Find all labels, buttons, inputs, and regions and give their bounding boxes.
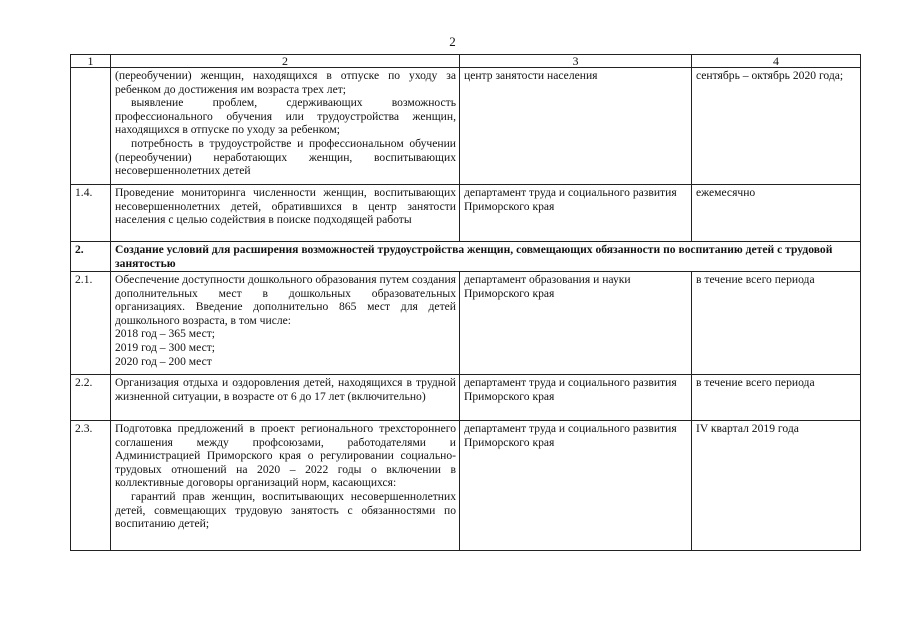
row-number — [71, 68, 111, 185]
row-responsible: департамент образования и науки Приморского края — [460, 272, 692, 375]
row-task — [111, 375, 460, 421]
row-task — [111, 421, 460, 551]
table-row — [71, 375, 861, 421]
table-row — [71, 68, 861, 185]
row-term: ежемесячно — [692, 185, 861, 242]
page-number: 2 — [449, 34, 456, 49]
table-row — [71, 421, 861, 551]
row-term: IV квартал 2019 года — [692, 421, 861, 551]
task-paragraph: Организация отдыха и оздоровления детей, находящихся в трудной жизненной ситуации, в возрасте от 6 до 17 лет (включительно) — [115, 376, 456, 403]
task-line: 2018 год – 365 мест; — [115, 327, 216, 341]
task-paragraph: (переобучении) женщин, находящихся в отпуске по уходу за ребенком до достижения им возраста трех лет; — [115, 69, 456, 96]
table-row — [71, 272, 861, 375]
header-col-1: 1 — [71, 55, 111, 68]
section-title: Создание условий для расширения возможностей трудоустройства женщин, совмещающих обязанности по воспитанию детей с трудовой занятостью — [111, 242, 861, 272]
row-task — [111, 272, 460, 375]
section-number: 2. — [71, 242, 111, 272]
header-col-4: 4 — [692, 55, 861, 68]
task-paragraph: гарантий прав женщин, воспитывающих несовершеннолетних детей, совмещающих трудовую занятость с обязанностями по воспитанию детей; — [115, 489, 456, 531]
row-number: 2.1. — [71, 272, 111, 375]
row-task — [111, 68, 460, 185]
row-term: сентябрь – октябрь 2020 года; — [692, 68, 861, 185]
row-responsible: центр занятости населения — [460, 68, 692, 185]
row-responsible: департамент труда и социального развития Приморского края — [460, 185, 692, 242]
measures-table — [70, 54, 861, 551]
section-row — [71, 242, 861, 272]
table-header-row — [71, 55, 861, 68]
task-paragraph: выявление проблем, сдерживающих возможность профессионального обучения или трудоустройства женщин, находящихся в отпуске по уходу за ребенком; — [115, 96, 456, 137]
row-number: 2.2. — [71, 375, 111, 421]
row-term: в течение всего периода — [692, 272, 861, 375]
task-line: 2019 год – 300 мест; — [115, 340, 216, 354]
row-number: 2.3. — [71, 421, 111, 551]
table-row — [71, 185, 861, 242]
row-task — [111, 185, 460, 242]
row-responsible: департамент труда и социального развития Приморского края — [460, 421, 692, 551]
row-term: в течение всего периода — [692, 375, 861, 421]
row-responsible: департамент труда и социального развития Приморского края — [460, 375, 692, 421]
task-paragraph: Обеспечение доступности дошкольного образования путем создания дополнительных мест в дошкольных образовательных организациях. Введение дополнительно 865 мест для детей дошкольного возраста, в том числе: — [115, 273, 456, 327]
header-col-3: 3 — [460, 55, 692, 68]
task-line: 2020 год – 200 мест — [115, 354, 212, 368]
row-number: 1.4. — [71, 185, 111, 242]
task-paragraph: Проведение мониторинга численности женщин, воспитывающих несовершеннолетних детей, обратившихся в центр занятости населения с целью содействия в поиске подходящей работы — [115, 186, 456, 227]
task-paragraph: потребность в трудоустройстве и профессиональном обучении (переобучении) неработающих женщин, воспитывающих несовершеннолетних детей — [115, 136, 456, 178]
header-col-2: 2 — [111, 55, 460, 68]
task-paragraph: Подготовка предложений в проект регионального трехстороннего соглашения между профсоюзами, работодателями и Администрацией Приморского края о регулировании социально-трудовых отношений на 2020 – 2022 годы о включении в коллективные договоры организаций норм, касающихся: — [115, 422, 456, 490]
